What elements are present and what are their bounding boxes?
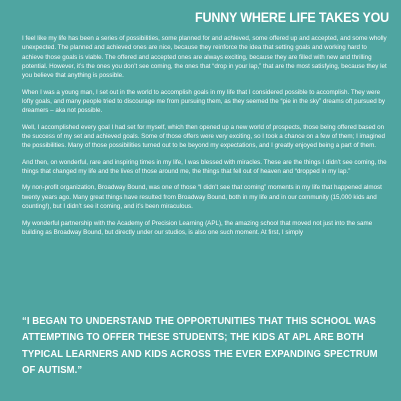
paragraph: My non-profit organization, Broadway Bound, was one of those “I didn’t see that coming” moments in my life that happened almost twenty years ago. Many great things have resulted from Broadway Bound, both in my life and in our community (15,000 kids and counting!), but I didn’t see it coming, and it’s been miraculous.: [22, 184, 382, 211]
article-title: FUNNY WHERE LIFE TAKES YOU: [195, 10, 389, 25]
paragraph: My wonderful partnership with the Academy of Precision Learning (APL), the amazing school that moved not just into the same building as Broadway Bound, but directly under our studios, is also one such moment. At first, I simply: [22, 219, 373, 236]
paragraph: When I was a young man, I set out in the world to accomplish goals in my life that I considered possible to accomplish. They were lofty goals, and many people tried to discourage me from pursuing them, as they seemed the “pie in the sky” dreams oft pursued by dreamers – aka not possible.: [22, 88, 386, 115]
paragraph: I feel like my life has been a series of possibilities, some planned for and achieved, some offered up and accepted, and some wholly unexpected. The planned and achieved ones are nice, because they reinforce the idea that setting goals and working hard to achieve those goals is viable. The offered and accepted ones are always exciting, because they are filled with new and thrilling potential. However, it’s the ones you don’t see coming, the ones that “drop in your lap,” that are the most satisfying, because they let you believe that anything is possible.: [22, 35, 387, 80]
paragraph: Well, I accomplished every goal I had set for myself, which then opened up a new world of prospects, those being offered based on the success of my set and achieved goals. Some of those offers were very exciting, so I took a chance on a few of them; I imagined the possibilities. Many of those possibilities turned out to be beyond my expectations, and I greatly enjoyed being a part of them.: [22, 123, 385, 150]
pull-quote: “I BEGAN TO UNDERSTAND THE OPPORTUNITIES THAT THIS SCHOOL WAS ATTEMPTING TO OFFER THESE STUDENTS; THE KIDS AT APL ARE BOTH TYPICAL LEARNERS AND KIDS ACROSS THE EVER EXPANDING SPECTRUM OF AUTISM.”: [22, 316, 378, 376]
article-body: [22, 34, 389, 237]
paragraph: And then, on wonderful, rare and inspiring times in my life, I was blessed with miracles. These are the things I didn’t see coming, the things that changed my life and the lives of those around me, the things that fell out of heaven and “dropped in my lap.”: [22, 158, 387, 176]
